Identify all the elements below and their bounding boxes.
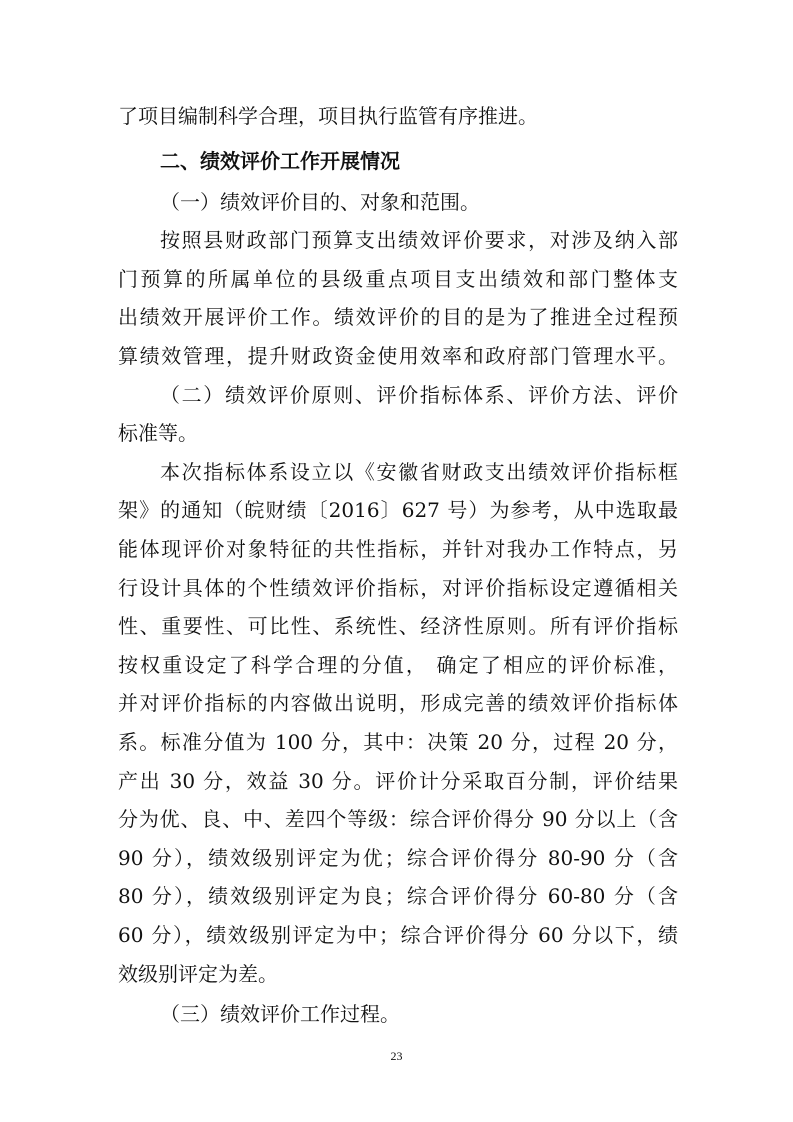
paragraph-line: 60 分），绩效级别评定为中；综合评价得分 60 分以下，绩 [118, 923, 678, 947]
subsection-heading: （二）绩效评价原则、评价指标体系、评价方法、评价 [160, 383, 678, 407]
paragraph-line: 了项目编制科学合理，项目执行监管有序推进。 [118, 104, 538, 128]
paragraph-line: 90 分），绩效级别评定为优；综合评价得分 80-90 分（含 [118, 846, 678, 870]
paragraph-line: 出绩效开展评价工作。绩效评价的目的是为了推进全过程预 [118, 305, 678, 329]
paragraph-line: 架》的通知（皖财绩〔2016〕627 号）为参考，从中选取最 [118, 498, 678, 522]
paragraph-line: 算绩效管理，提升财政资金使用效率和政府部门管理水平。 [118, 344, 678, 368]
section-heading: 二、绩效评价工作开展情况 [160, 149, 400, 173]
subsection-heading: （三）绩效评价工作过程。 [160, 1002, 400, 1026]
paragraph-line: 效级别评定为差。 [118, 962, 278, 986]
subsection-heading-continuation: 标准等。 [118, 421, 198, 445]
page-number: 23 [390, 1049, 403, 1063]
paragraph-line: 产出 30 分，效益 30 分。评价计分采取百分制，评价结果 [118, 769, 678, 793]
paragraph-line: 80 分），绩效级别评定为良；综合评价得分 60-80 分（含 [118, 884, 678, 908]
paragraph-line: 本次指标体系设立以《安徽省财政支出绩效评价指标框 [160, 460, 678, 484]
paragraph-line: 并对评价指标的内容做出说明，形成完善的绩效评价指标体 [118, 691, 678, 715]
paragraph-line: 能体现评价对象特征的共性指标，并针对我办工作特点，另 [118, 537, 678, 561]
paragraph-line: 门预算的所属单位的县级重点项目支出绩效和部门整体支 [118, 267, 678, 291]
paragraph-line: 性、重要性、可比性、系统性、经济性原则。所有评价指标 [118, 614, 678, 638]
paragraph-line: 分为优、良、中、差四个等级：综合评价得分 90 分以上（含 [118, 807, 678, 831]
paragraph-line: 行设计具体的个性绩效评价指标，对评价指标设定遵循相关 [118, 576, 678, 600]
paragraph-line: 按照县财政部门预算支出绩效评价要求，对涉及纳入部 [160, 228, 678, 252]
paragraph-line: 按权重设定了科学合理的分值， 确定了相应的评价标准， [118, 653, 678, 677]
paragraph-line: 系。标准分值为 100 分，其中：决策 20 分，过程 20 分， [118, 730, 678, 754]
subsection-heading: （一）绩效评价目的、对象和范围。 [160, 190, 480, 214]
